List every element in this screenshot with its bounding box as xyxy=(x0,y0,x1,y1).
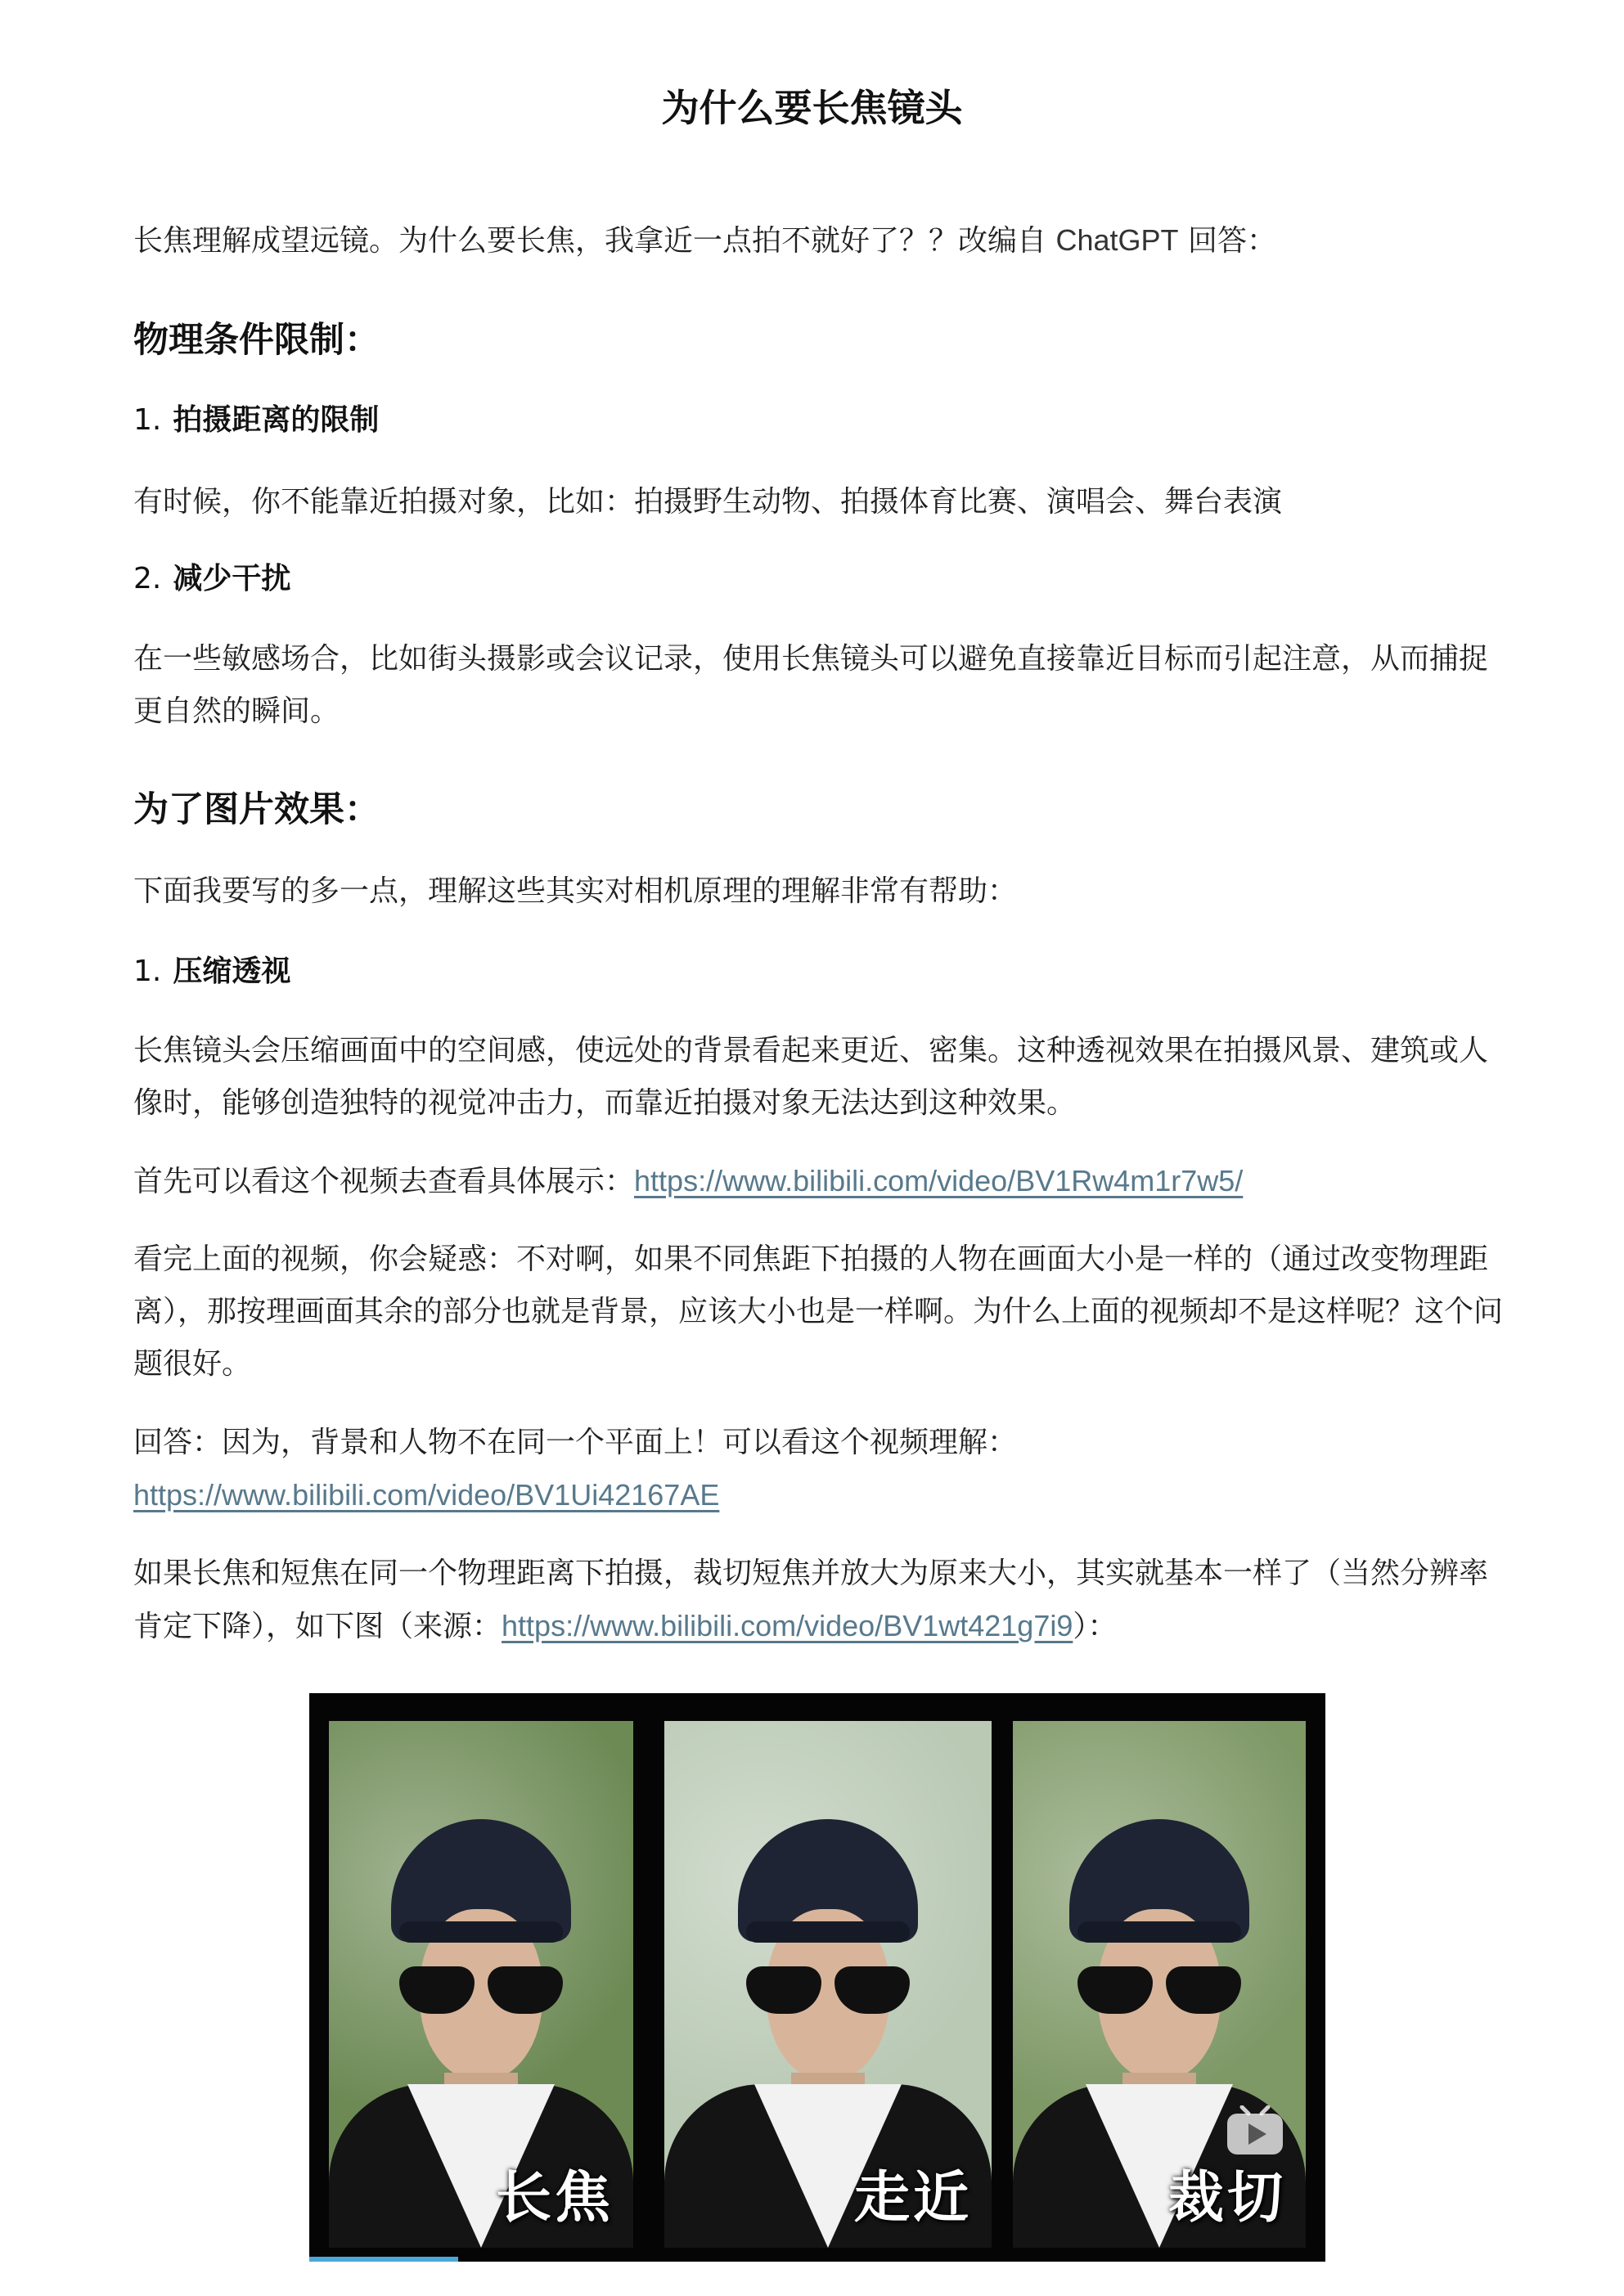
cap-brim-shape xyxy=(746,1921,910,1943)
crop-text-before: 如果长焦和短焦在同一个物理距离下拍摄，裁切短焦并放大为原来大小，其实就基本一样了（当然分辨率肯定下降），如下图（来源： xyxy=(133,1557,1489,1643)
subheading-label: 减少干扰 xyxy=(173,562,291,595)
paragraph-video-1 xyxy=(133,1155,1508,1208)
comparison-image xyxy=(309,1693,1325,2262)
panel-closer xyxy=(664,1721,992,2248)
answer-text: 回答：因为，背景和人物不在同一个平面上！可以看这个视频理解： xyxy=(133,1426,1018,1459)
crop-text-after: ）： xyxy=(1073,1610,1118,1643)
page-title: 为什么要长焦镜头 xyxy=(661,86,963,130)
cap-brim-shape xyxy=(1077,1921,1241,1943)
video-link-1[interactable]: https://www.bilibili.com/video/BV1Rw4m1r7w5/ xyxy=(634,1164,1244,1197)
video-link-2[interactable]: https://www.bilibili.com/video/BV1Ui42167AE xyxy=(133,1478,720,1512)
sunglasses-shape xyxy=(746,1966,910,2015)
video-link-3[interactable]: https://www.bilibili.com/video/BV1wt421g7i9 xyxy=(502,1609,1073,1642)
sunglasses-shape xyxy=(1077,1966,1241,2015)
paragraph-distance: 有时候，你不能靠近拍摄对象，比如：拍摄野生动物、拍摄体育比赛、演唱会、舞台表演 xyxy=(133,485,1283,519)
subheading-distance xyxy=(133,398,1508,443)
list-number: 2. xyxy=(133,562,162,595)
video-1-text: 首先可以看这个视频去查看具体展示： xyxy=(133,1165,635,1198)
cap-brim-shape xyxy=(399,1921,563,1943)
panel-caption: 长焦 xyxy=(495,2166,614,2231)
subheading-interference xyxy=(133,556,1508,602)
paragraph-compression: 长焦镜头会压缩画面中的空间感，使远处的背景看起来更近、密集。这种透视效果在拍摄风景、建筑或人像时，能够创造独特的视觉冲击力，而靠近拍摄对象无法达到这种效果。 xyxy=(133,1034,1489,1120)
list-number: 1. xyxy=(133,403,162,437)
panel-caption: 裁切 xyxy=(1167,2166,1286,2231)
panel-caption: 走近 xyxy=(853,2166,972,2231)
intro-chatgpt: ChatGPT xyxy=(1055,223,1179,257)
paragraph-question: 看完上面的视频，你会疑惑：不对啊，如果不同焦距下拍摄的人物在画面大小是一样的（通过改变物理距离），那按理画面其余的部分也就是背景，应该大小也是一样啊。为什么上面的视频却不是这样呢？这个问题很好。 xyxy=(133,1242,1504,1381)
intro-text-before: 长焦理解成望远镜。为什么要长焦，我拿近一点拍不就好了？？改编自 xyxy=(133,224,1056,258)
paragraph-answer xyxy=(133,1417,1508,1522)
panel-cropped xyxy=(1013,1721,1306,2248)
sunglasses-shape xyxy=(399,1966,563,2015)
subheading-label: 拍摄距离的限制 xyxy=(173,403,380,437)
paragraph-interference: 在一些敏感场合，比如街头摄影或会议记录，使用长焦镜头可以避免直接靠近目标而引起注意，从而捕捉更自然的瞬间。 xyxy=(133,642,1489,728)
subheading-label: 压缩透视 xyxy=(173,955,291,988)
section-heading-effect: 为了图片效果： xyxy=(133,789,380,830)
subheading-compression xyxy=(133,949,1508,995)
paragraph-crop xyxy=(133,1548,1508,1653)
paragraph-lead: 下面我要写的多一点，理解这些其实对相机原理的理解非常有帮助： xyxy=(133,874,1018,908)
panel-telephoto xyxy=(329,1721,633,2248)
section-heading-physical: 物理条件限制： xyxy=(133,320,380,361)
intro-text-after: 回答： xyxy=(1178,224,1276,258)
list-number: 1. xyxy=(133,955,162,988)
intro-paragraph xyxy=(133,214,1508,267)
image-progress-bar xyxy=(309,2257,458,2262)
bilibili-play-icon xyxy=(1224,2105,1286,2158)
